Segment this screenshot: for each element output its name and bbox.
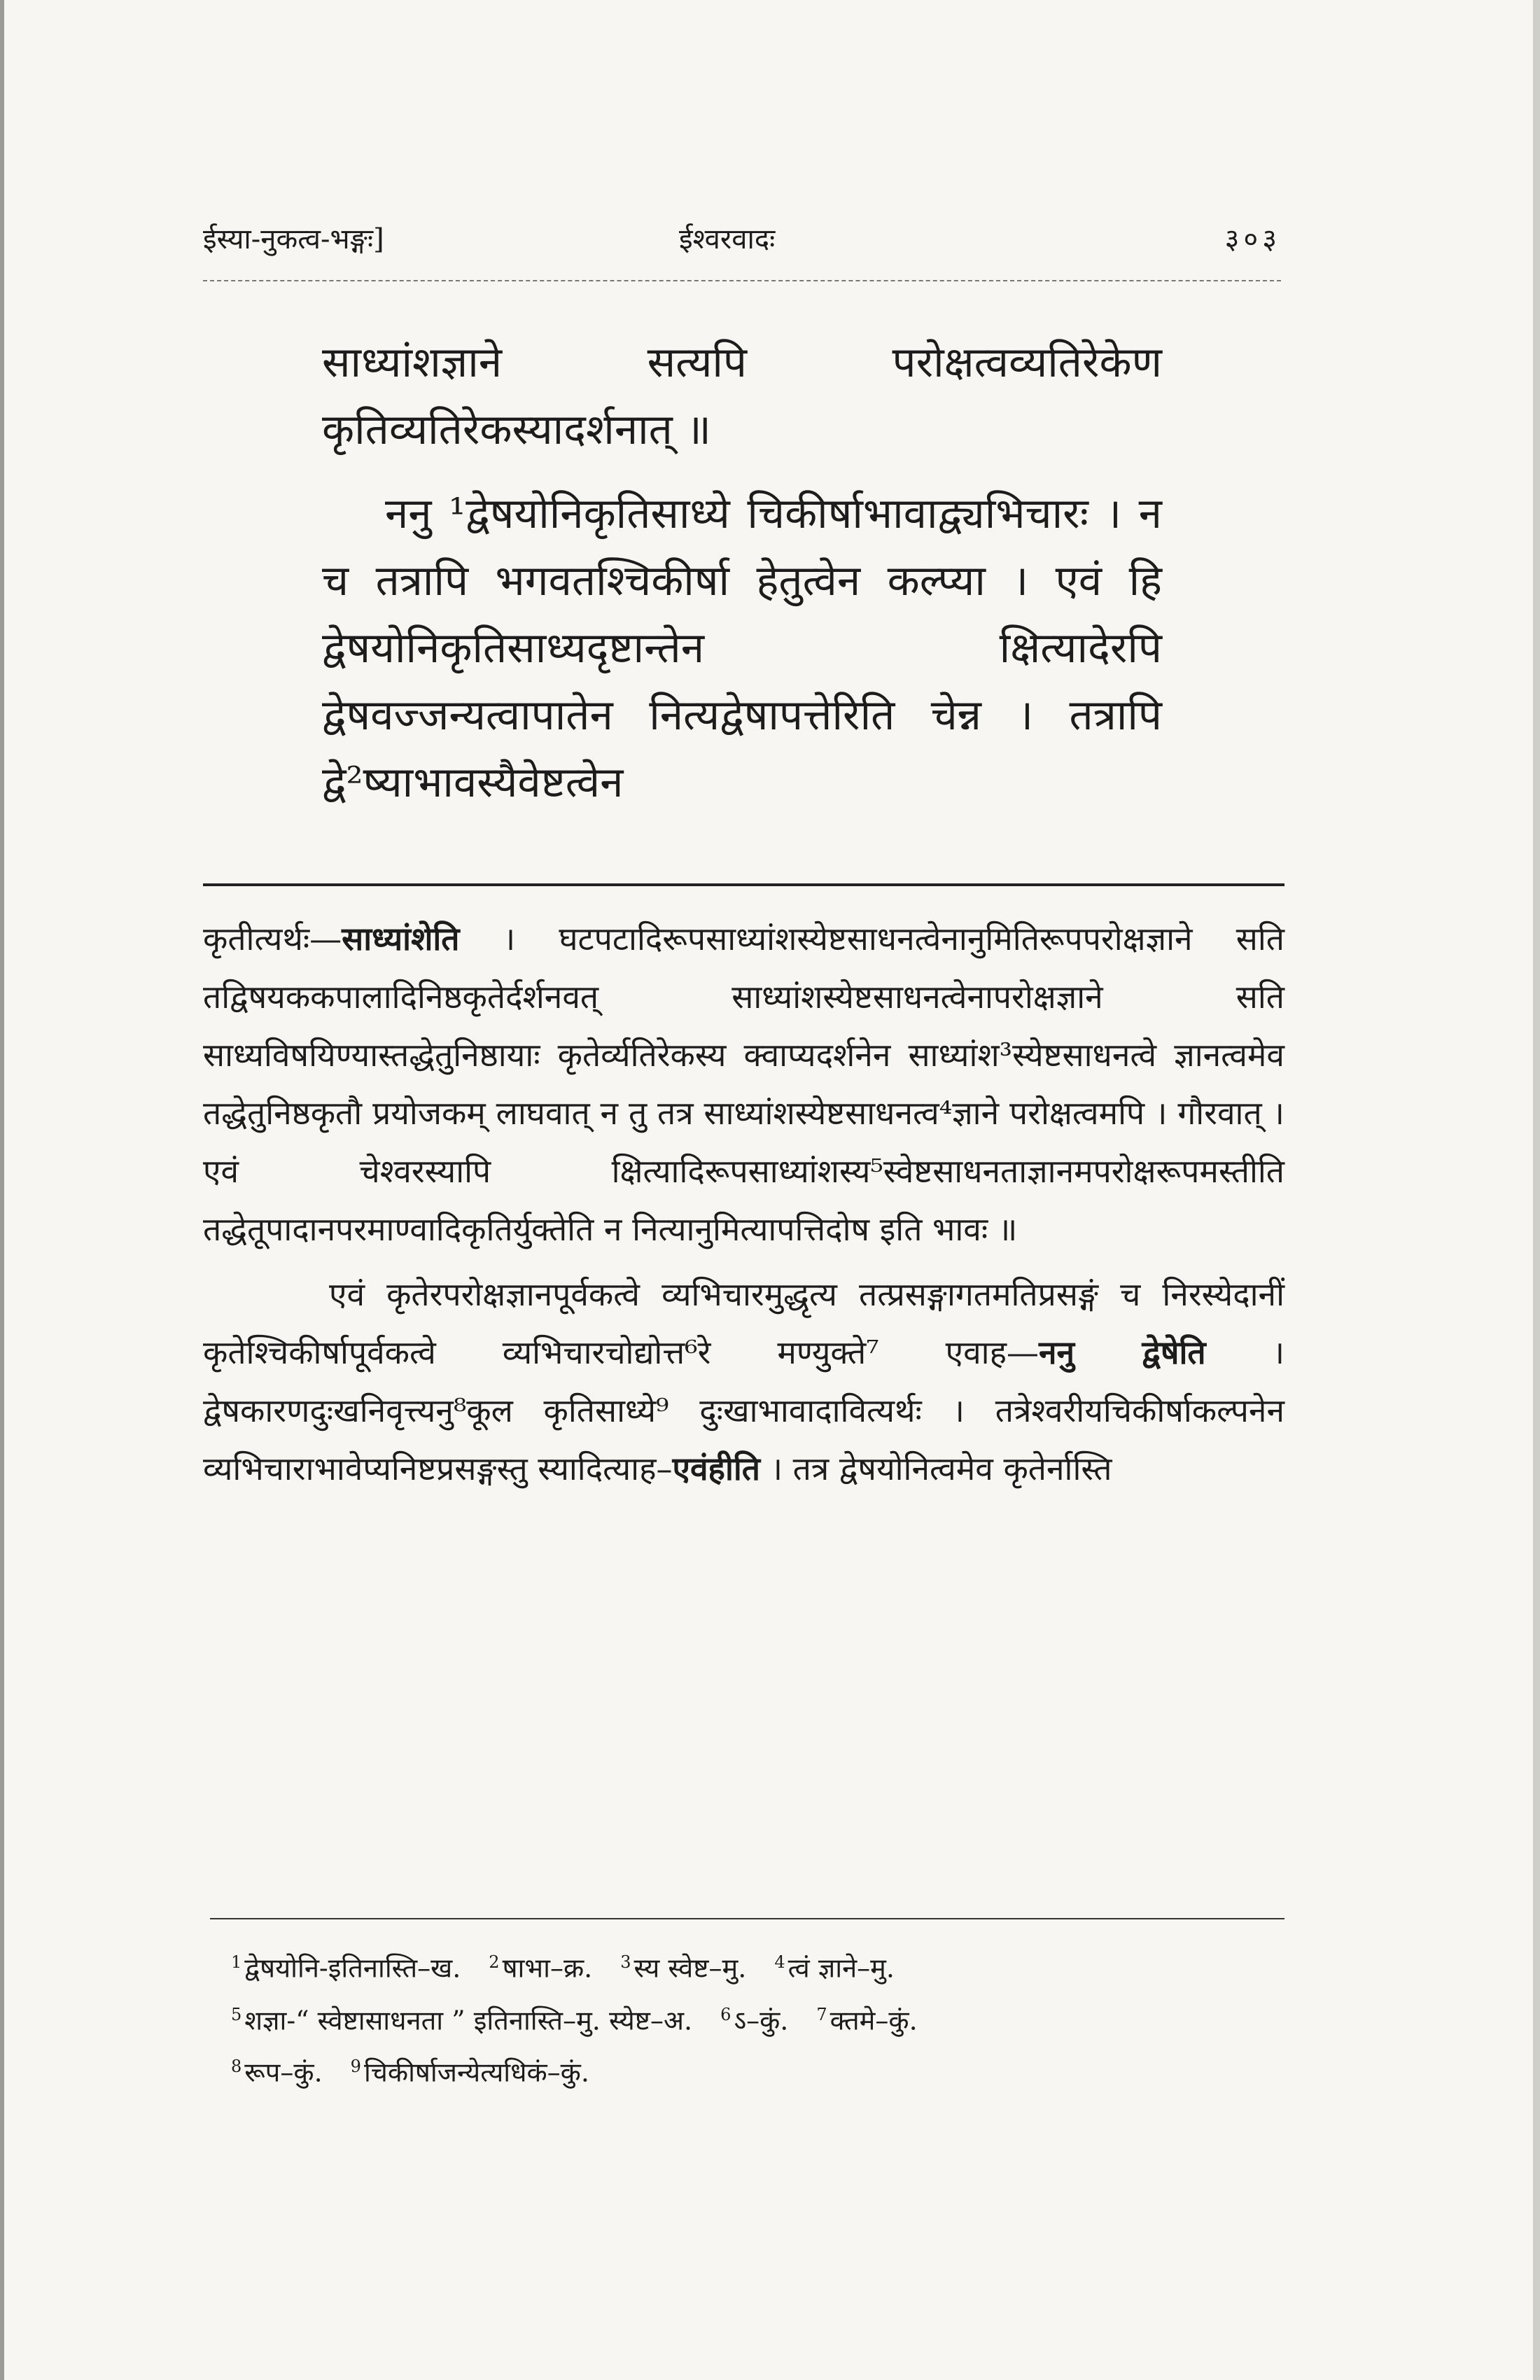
- footnote-row: [231, 1939, 1281, 1991]
- footnotes: [231, 1939, 1281, 2096]
- footnote: $^9$ चिकीर्षाजन्येत्यधिकं–कुं.: [350, 2057, 589, 2088]
- footnote-divider: [210, 1918, 1284, 1919]
- commentary-lead: कृतीत्यर्थः—: [203, 920, 342, 958]
- footnote: $^2$ षाभा–क्र.: [489, 1952, 593, 1984]
- commentary-body-2b: । द्वेषकारणदुःखनिवृत्त्यनु⁸कूल कृतिसाध्ये⁹ दुःखाभावादावित्यर्थः । तत्रेश्वरीयचिकीर्षाकल्पनेन व्यभिचाराभावेप्यनिष्टप्रसङ्गस्तु स्यादित्याह–: [203, 1334, 1285, 1488]
- commentary-body-2a: एवं कृतेरपरोक्षज्ञानपूर्वकत्वे व्यभिचारमुद्धृत्य तत्प्रसङ्गागतमतिप्रसङ्गं च निरस्येदानीं कृतेश्चिकीर्षापूर्वकत्वे व्यभिचारचोद्योत्त⁶रे मण्युक्ते⁷ एवाह—: [203, 1275, 1284, 1371]
- commentary-body-2c: । तत्र द्वेषयोनित्वमेव कृतेर्नास्ति: [760, 1450, 1112, 1488]
- commentary-body-1: । घटपटादिरूपसाध्यांशस्येष्टसाधनत्वेनानुमितिरूपपरोक्षज्ञाने सति तद्विषयककपालादिनिष्ठकृतेर्दर्शनवत् साध्यांशस्येष्टसाधनत्वेनापरोक्षज्ञाने सति साध्यविषयिण्यास्तद्धेतुनिष्ठायाः कृतेर्व्यतिरेकस्य क्वाप्यदर्शनेन साध्यांश³स्येष्टसाधनत्वे ज्ञानत्वमेव तद्धेतुनिष्ठकृतौ प्रयोजकम् लाघवात् न तु तत्र साध्यांशस्येष्टसाधनत्व⁴ज्ञाने परोक्षत्वमपि । गौरवात् । एवं चेश्वरस्यापि क्षित्यादिरूपसाध्यांशस्य⁵स्वेष्टसाधनताज्ञानमपरोक्षरूपमस्तीति तद्धेतूपादानपरमाण्वादिकृतिर्युक्तेति न नित्यानुमित्यापत्तिदोष इति भावः ॥: [203, 920, 1284, 1248]
- page-edge-left: [0, 0, 4, 2380]
- running-head-title: ईश्वरवादः: [679, 223, 776, 255]
- commentary: [203, 910, 1284, 1498]
- commentary-paragraph-2: [203, 1266, 1284, 1498]
- pratika-evamhi: एवंहीति: [672, 1450, 760, 1488]
- footnote: $^3$ स्य स्वेष्ट–मु.: [620, 1952, 747, 1984]
- pratika-nanu-dvesha: ननु द्वेषेति: [1039, 1334, 1206, 1371]
- footnote-row: [231, 2043, 1281, 2096]
- footnote: $^4$ त्वं ज्ञाने–मु.: [774, 1952, 895, 1984]
- page-edge-right: [1533, 0, 1540, 2380]
- footnote: $^6$ ऽ–कुं.: [720, 2004, 789, 2036]
- root-text: [322, 329, 1162, 816]
- running-head: [203, 218, 1281, 260]
- pratika-sadhyamsha: साध्यांशेति: [342, 920, 460, 958]
- footnote-row: [231, 1991, 1281, 2044]
- header-divider: [203, 280, 1281, 281]
- footnote: $^8$ रूप–कुं.: [231, 2057, 323, 2088]
- page-number: ३०३: [1224, 223, 1281, 255]
- commentary-divider: [203, 883, 1284, 886]
- footnote: $^7$ क्तमे–कुं.: [816, 2004, 918, 2036]
- running-head-section: ईस्या-नुकत्व-भङ्गः]: [203, 223, 384, 255]
- footnote: $^1$ द्वेषयोनि-इतिनास्ति–ख.: [231, 1952, 461, 1984]
- root-text-paragraph-2: ननु ¹द्वेषयोनिकृतिसाध्ये चिकीर्षाभावाद्व्यभिचारः । न च तत्रापि भगवतश्चिकीर्षा हेतुत्वेन कल्प्या । एवं हि द्वेषयोनिकृतिसाध्यदृष्टान्तेन क्षित्यादेरपि द्वेषवज्जन्यत्वापातेन नित्यद्वेषापत्तेरिति चेन्न । तत्रापि द्वे²ष्याभावस्यैवेष्टत्वेन: [322, 489, 1162, 807]
- footnote: $^5$ शज्ञा-“ स्वेष्टासाधनता ” इतिनास्ति–मु. स्येष्ट–अ.: [231, 2004, 693, 2036]
- commentary-paragraph-1: [203, 910, 1284, 1259]
- root-text-paragraph-1: साध्यांशज्ञाने सत्यपि परोक्षत्वव्यतिरेकेण कृतिव्यतिरेकस्यादर्शनात् ॥: [322, 338, 1162, 454]
